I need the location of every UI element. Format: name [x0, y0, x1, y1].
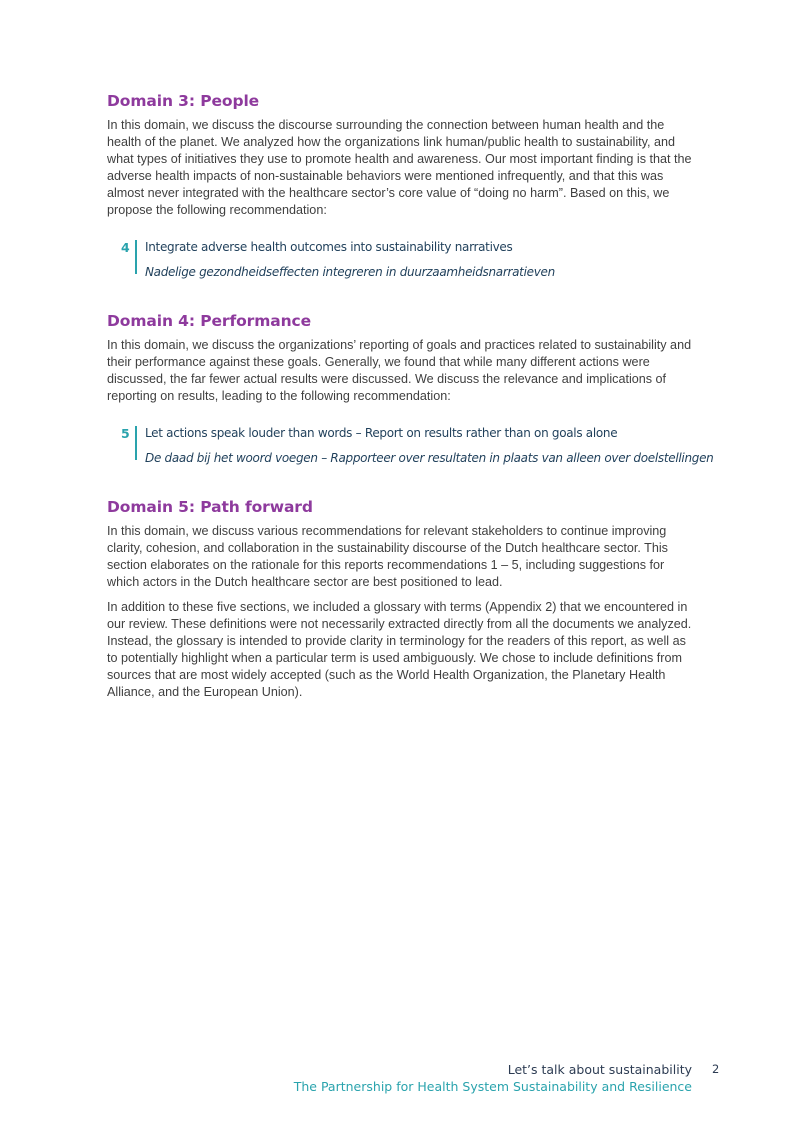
recommendation-number: 5 — [121, 426, 130, 441]
accent-bar — [135, 240, 137, 274]
recommendation-5 — [121, 425, 714, 465]
recommendation-4 — [121, 239, 697, 279]
recommendation-dutch: De daad bij het woord voegen – Rapporteer over resultaten in plaats van alleen over doelstellingen — [145, 451, 714, 465]
accent-bar — [135, 426, 137, 460]
domain5-body-1: In this domain, we discuss various recommendations for relevant stakeholders to continue improving clarity, cohesion, and collaboration in the sustainability discourse of the Dutch healthcare sector. This section elaborates on the rationale for this reports recommendations 1 – 5, including suggestions for which actors in the Dutch healthcare sector are best positioned to lead. — [107, 524, 668, 589]
footer-title: Let’s talk about sustainability — [507, 1062, 692, 1077]
recommendation-number: 4 — [121, 240, 130, 255]
footer-subtitle: The Partnership for Health System Sustainability and Resilience — [293, 1079, 692, 1094]
domain5-body-2: In addition to these five sections, we included a glossary with terms (Appendix 2) that we encountered in our review. These definitions were not necessarily extracted directly from all the documents we analyzed. Instead, the glossary is intended to provide clarity in terminology for the readers of this report, as well as to potentially highlight when a particular term is used ambiguously. We chose to include definitions from sources that are most widely accepted (such as the World Health Organization, the Planetary Health Alliance, and the European Union). — [107, 600, 692, 699]
page-content — [107, 92, 714, 709]
domain3-body: In this domain, we discuss the discourse surrounding the connection between human health and the health of the planet. We analyzed how the organizations link human/public health to sustainability, and what types of initiatives they use to promote health and awareness. Our most important finding is that the adverse health impacts of non-sustainable behaviors were mentioned infrequently, and that this was almost never integrated with the healthcare sector’s core value of “doing no harm”. Based on this, we propose the following recommendation: — [107, 118, 692, 217]
domain4-body: In this domain, we discuss the organizations’ reporting of goals and practices related to sustainability and their performance against these goals. Generally, we found that while many different actions were discussed, the far fewer actual results were discussed. We discuss the relevance and implications of reporting on results, leading to the following recommendation: — [107, 338, 692, 403]
recommendation-dutch: Nadelige gezondheidseffecten integreren in duurzaamheidsnarratieven — [145, 265, 555, 279]
domain5-heading: Domain 5: Path forward — [107, 498, 313, 516]
domain4-heading: Domain 4: Performance — [107, 312, 312, 330]
recommendation-english: Let actions speak louder than words – Report on results rather than on goals alone — [145, 426, 618, 440]
domain3-heading: Domain 3: People — [107, 92, 260, 110]
recommendation-english: Integrate adverse health outcomes into sustainability narratives — [145, 240, 513, 254]
footer — [294, 1061, 692, 1095]
page-number: 2 — [712, 1062, 720, 1076]
